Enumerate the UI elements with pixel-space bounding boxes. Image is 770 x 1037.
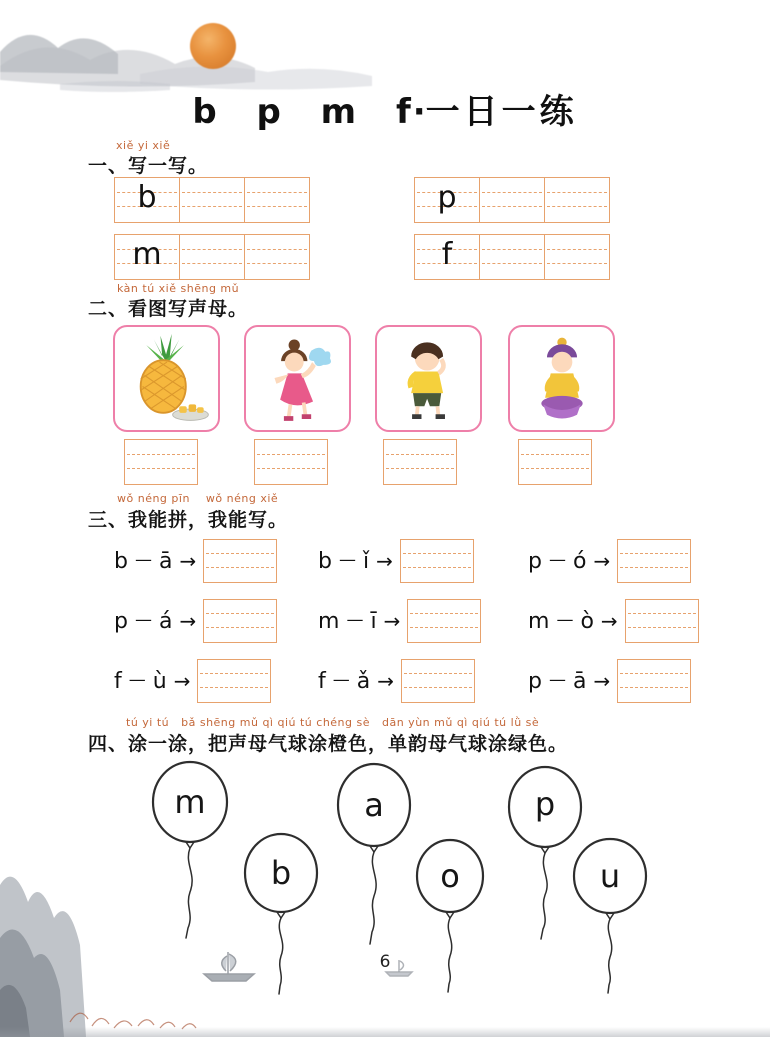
buddha-doll-illustration: [515, 332, 609, 426]
spell-answer-box[interactable]: [407, 599, 481, 643]
grid-cell: [115, 235, 179, 279]
pineapple-illustration: [120, 332, 214, 426]
balloon-letter: p: [534, 785, 556, 823]
section3-pinyin: wǒ néng pīn wǒ néng xiě: [117, 492, 279, 505]
arrow-icon: →: [376, 549, 393, 573]
grid-cell-empty[interactable]: [479, 235, 544, 279]
spell-answer-box[interactable]: [203, 599, 277, 643]
grid-letter-p: p: [437, 180, 457, 215]
balloon-letter: m: [174, 783, 206, 821]
ink-mountains-bottom-decoration: [0, 850, 230, 1037]
title-separator: ·: [412, 92, 426, 132]
section4-heading: 四、涂一涂，把声母气球涂橙色，单韵母气球涂绿色。: [88, 733, 569, 755]
section1-pinyin: xiě yi xiě: [116, 139, 171, 152]
page-number: 6: [379, 952, 391, 972]
spell-final: ā: [158, 548, 173, 574]
spell-final: ò: [580, 608, 594, 634]
grid-cell-empty[interactable]: [179, 235, 244, 279]
boy-illustration: [382, 332, 476, 426]
answer-box-3[interactable]: [383, 439, 457, 485]
spell-connector: —: [346, 610, 364, 630]
section3-heading: 三、我能拼，我能写。: [88, 509, 289, 531]
spell-connector: —: [548, 550, 566, 570]
grid-cell: [115, 178, 179, 222]
spell-initial: p: [528, 548, 542, 574]
arrow-icon: →: [173, 669, 191, 693]
section1-heading: 一、写一写。: [88, 155, 209, 177]
balloon-p[interactable]: [509, 767, 581, 939]
spell-initial: m: [528, 608, 550, 634]
spell-item: [318, 538, 474, 584]
spell-connector: —: [134, 610, 152, 630]
spell-item: [318, 598, 481, 644]
spell-item: [114, 598, 277, 644]
spell-item: [114, 538, 277, 584]
grid-cell-empty[interactable]: [244, 178, 309, 222]
writing-grid-f[interactable]: [414, 234, 610, 280]
writing-grid-b[interactable]: [114, 177, 310, 223]
spell-connector: —: [338, 550, 356, 570]
answer-box-4[interactable]: [518, 439, 592, 485]
arrow-icon: →: [377, 669, 394, 693]
grid-cell-empty[interactable]: [544, 235, 609, 279]
balloon-letter: u: [599, 857, 621, 895]
spell-connector: —: [556, 610, 574, 630]
page-title: [0, 84, 770, 133]
arrow-icon: →: [383, 609, 401, 633]
balloon-letter: a: [364, 786, 384, 824]
arrow-icon: →: [593, 669, 611, 693]
spell-initial: f: [318, 668, 326, 694]
spell-connector: —: [548, 670, 566, 690]
balloon-a[interactable]: [338, 764, 410, 944]
bottom-edge-shadow: [0, 1027, 770, 1037]
answer-box-1[interactable]: [124, 439, 198, 485]
spell-final: ā: [572, 668, 587, 694]
spell-final: ó: [572, 548, 587, 574]
sun-icon: [190, 23, 236, 69]
picture-card-doll: [508, 325, 615, 432]
title-letters: b p m f: [192, 92, 413, 132]
spell-initial: m: [318, 608, 340, 634]
grid-letter-f: f: [441, 237, 453, 272]
picture-card-pineapple: [113, 325, 220, 432]
spell-answer-box[interactable]: [617, 539, 691, 583]
girl-illustration: [251, 332, 345, 426]
picture-card-boy: [375, 325, 482, 432]
spell-answer-box[interactable]: [203, 539, 277, 583]
spell-final: á: [158, 608, 173, 634]
grid-cell-empty[interactable]: [244, 235, 309, 279]
grid-letter-b: b: [137, 180, 157, 215]
writing-grid-p[interactable]: [414, 177, 610, 223]
spell-initial: p: [528, 668, 542, 694]
spell-initial: b: [114, 548, 128, 574]
picture-card-girl: [244, 325, 351, 432]
section2-pinyin: kàn tú xiě shēng mǔ: [117, 282, 240, 295]
spell-initial: f: [114, 668, 122, 694]
balloon-letter: o: [440, 857, 460, 895]
arrow-icon: →: [600, 609, 618, 633]
spell-final: ù: [152, 668, 167, 694]
section4-pinyin: tú yi tú bǎ shēng mǔ qì qiú tú chéng sè dān yùn mǔ qì qiú tú lǜ sè: [126, 716, 540, 729]
spell-answer-box[interactable]: [625, 599, 699, 643]
grid-letter-m: m: [132, 237, 162, 272]
spell-final: ǎ: [356, 668, 371, 694]
writing-grid-m[interactable]: [114, 234, 310, 280]
spell-answer-box[interactable]: [197, 659, 271, 703]
spell-item: [318, 658, 475, 704]
arrow-icon: →: [593, 549, 611, 573]
spell-final: ǐ: [362, 548, 370, 574]
spell-answer-box[interactable]: [617, 659, 691, 703]
spell-answer-box[interactable]: [400, 539, 474, 583]
spell-item: [528, 598, 699, 644]
spell-connector: —: [332, 670, 350, 690]
balloon-letter: b: [270, 854, 292, 892]
section2-heading: 二、看图写声母。: [88, 298, 249, 320]
spell-initial: b: [318, 548, 332, 574]
grid-cell: [415, 178, 479, 222]
spell-connector: —: [134, 550, 152, 570]
grid-cell-empty[interactable]: [544, 178, 609, 222]
grid-cell-empty[interactable]: [479, 178, 544, 222]
title-chinese: 一日一练: [425, 92, 578, 132]
grid-cell: [415, 235, 479, 279]
arrow-icon: →: [179, 609, 197, 633]
answer-box-2[interactable]: [254, 439, 328, 485]
spell-initial: p: [114, 608, 128, 634]
spell-item: [528, 658, 691, 704]
spell-connector: —: [128, 670, 146, 690]
spell-item: [528, 538, 691, 584]
spell-final: ī: [370, 608, 377, 634]
arrow-icon: →: [179, 549, 197, 573]
grid-cell-empty[interactable]: [179, 178, 244, 222]
spell-item: [114, 658, 271, 704]
spell-answer-box[interactable]: [401, 659, 475, 703]
